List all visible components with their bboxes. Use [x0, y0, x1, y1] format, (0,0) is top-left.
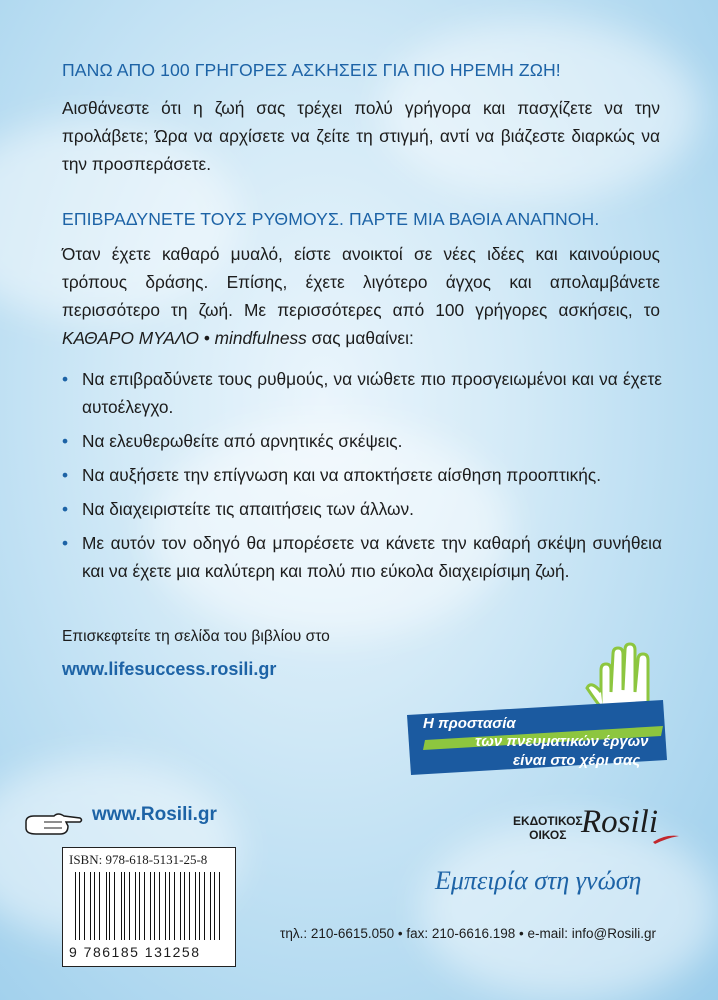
barcode-bar [167, 872, 168, 940]
benefits-list [62, 365, 662, 591]
book-title: ΚΑΘΑΡΟ ΜΥΑΛΟ • mindfulness [62, 328, 307, 348]
barcode-bar [206, 872, 207, 940]
barcode-bar [117, 872, 118, 940]
description-paragraph: Όταν έχετε καθαρό μυαλό, είστε ανοικτοί σε νέες ιδέες και καινούριους τρόπους δράσης. Επίσης, έχετε λιγότερο άγχος και απολαμβάνετε περισσότερο τη ζωή. Με περισσότερες από 100 γρήγορες ασκήσεις, το ΚΑΘΑΡΟ ΜΥΑΛΟ • mindfulness σας μαθαίνει: [62, 244, 660, 348]
barcode-bars [75, 872, 225, 940]
heading-secondary: ΕΠΙΒΡΑΔΥΝΕΤΕ ΤΟΥΣ ΡΥΘΜΟΥΣ. ΠΑΡΤΕ ΜΙΑ ΒΑΘΙΑ ΑΝΑΠΝΟΗ. [62, 209, 600, 229]
publisher-slogan: Εμπειρία στη γνώση [435, 866, 642, 895]
barcode-bar [184, 872, 185, 940]
list-item: • Να αυξήσετε την επίγνωση και να αποκτήσετε αίσθηση προοπτικής. [62, 461, 662, 489]
barcode-bar [192, 872, 193, 940]
barcode-bar [82, 872, 83, 940]
barcode-bar [189, 872, 190, 940]
publisher-website-link[interactable]: www.Rosili.gr [92, 804, 217, 825]
bullet-icon: • [62, 369, 69, 389]
barcode-bar [154, 872, 155, 940]
copyright-banner [405, 640, 675, 780]
barcode-bar [90, 872, 91, 940]
bullet-icon: • [62, 431, 69, 451]
barcode-bar [128, 872, 129, 940]
barcode-bar [174, 872, 175, 940]
list-item: • Με αυτόν τον οδηγό θα μπορέσετε να κάνετε την καθαρή σκέψη συνήθεια και να έχετε μια καλύτερη και πολύ πιο εύκολα διαχειρίσιμη ζωή. [62, 529, 662, 585]
book-website-link[interactable]: www.lifesuccess.rosili.gr [62, 659, 277, 679]
banner-line-1: Η προστασία [423, 715, 516, 732]
barcode-bar [161, 872, 162, 940]
barcode-bar [124, 872, 125, 940]
contact-info: τηλ.: 210-6615.050 • fax: 210-6616.198 • e-mail: info@Rosili.gr [280, 926, 656, 941]
bullet-icon: • [62, 465, 69, 485]
list-item: • Να επιβραδύνετε τους ρυθμούς, να νιώθετε πιο προσγειωμένοι και να έχετε αυτοέλεγχο. [62, 365, 662, 421]
isbn-number: ISBN: 978-618-5131-25-8 [69, 852, 208, 867]
intro-paragraph: Αισθάνεστε ότι η ζωή σας τρέχει πολύ γρήγορα και πασχίζετε να την προλάβετε; Ώρα να αρχίσετε να ζείτε τη στιγμή, αντί να βιάζεστε διαρκώς να την προσπεράσετε. [62, 98, 660, 174]
bullet-icon: • [62, 499, 69, 519]
barcode-bar [102, 872, 103, 940]
pointing-hand-icon [24, 808, 84, 838]
isbn-barcode [62, 847, 236, 967]
publisher-brand: Rosili [581, 804, 659, 840]
publisher-label: ΕΚΔΟΤΙΚΟΣ ΟΙΚΟΣ [513, 814, 583, 842]
barcode-bar [75, 872, 76, 940]
barcode-bar [109, 872, 110, 940]
visit-text: Επισκεφτείτε τη σελίδα του βιβλίου στο [62, 628, 330, 645]
heading-primary: ΠΑΝΩ ΑΠΟ 100 ΓΡΗΓΟΡΕΣ ΑΣΚΗΣΕΙΣ ΓΙΑ ΠΙΟ ΗΡΕΜΗ ΖΩΗ! [62, 60, 561, 80]
barcode-bar [99, 872, 100, 940]
barcode-bar [214, 872, 215, 940]
list-item: • Να ελευθερωθείτε από αρνητικές σκέψεις. [62, 427, 662, 455]
barcode-bar [202, 872, 203, 940]
list-item: • Να διαχειριστείτε τις απαιτήσεις των άλλων. [62, 495, 662, 523]
bullet-icon: • [62, 533, 69, 553]
barcode-bar [136, 872, 137, 940]
barcode-bar [87, 872, 88, 940]
barcode-bar [139, 872, 140, 940]
barcode-digits: 9 786185 131258 [69, 944, 201, 960]
banner-line-2: των πνευματικών έργων [475, 733, 649, 750]
barcode-bar [221, 872, 222, 940]
brush-stroke-icon [653, 834, 679, 844]
barcode-bar [150, 872, 151, 940]
banner-line-3: είναι στο χέρι σας [513, 752, 641, 769]
